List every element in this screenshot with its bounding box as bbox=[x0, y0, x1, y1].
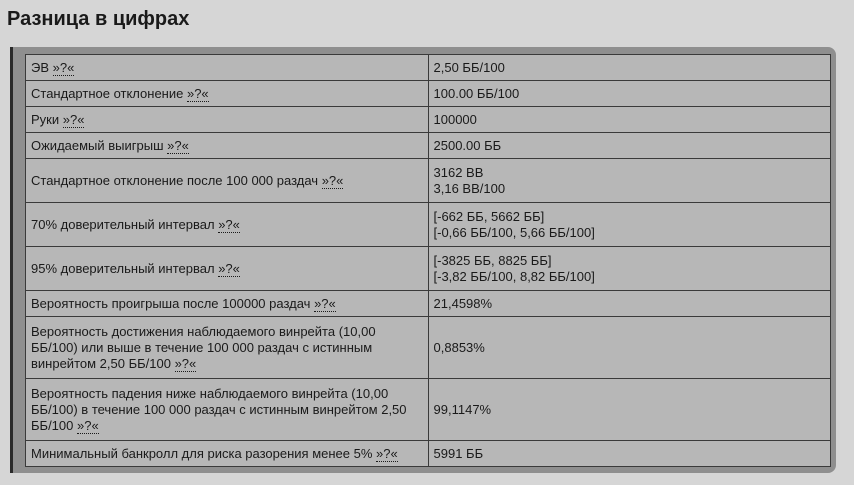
row-label: Вероятность проигрыша после 100000 раздач bbox=[31, 295, 311, 311]
row-label: Руки bbox=[31, 111, 60, 127]
row-label: Стандартное отклонение после 100 000 раздач bbox=[31, 172, 319, 188]
row-value-cell bbox=[428, 81, 830, 107]
table-row bbox=[26, 203, 831, 247]
row-label-cell bbox=[26, 291, 429, 317]
row-label: Ожидаемый выигрыш bbox=[31, 137, 164, 153]
table-row bbox=[26, 247, 831, 291]
row-value: 100.00 ББ/100 bbox=[433, 85, 520, 101]
stats-table-body bbox=[26, 55, 831, 467]
help-link[interactable]: »?« bbox=[314, 295, 336, 311]
row-label: ЭВ bbox=[31, 59, 50, 75]
help-link[interactable]: »?« bbox=[167, 137, 189, 153]
row-label-cell bbox=[26, 81, 429, 107]
row-value: [-0,66 ББ/100, 5,66 ББ/100] bbox=[433, 224, 595, 240]
table-row bbox=[26, 107, 831, 133]
help-link[interactable]: »?« bbox=[52, 59, 75, 75]
row-value: 5991 ББ bbox=[433, 445, 484, 461]
row-value: 100000 bbox=[433, 111, 477, 127]
help-link[interactable]: »?« bbox=[218, 260, 240, 276]
table-row bbox=[26, 379, 831, 441]
row-label: Минимальный банкролл для риска разорения менее 5% bbox=[31, 445, 373, 461]
table-row bbox=[26, 441, 831, 467]
help-link[interactable]: »?« bbox=[174, 355, 197, 371]
stats-table bbox=[25, 54, 831, 467]
help-link[interactable]: »?« bbox=[77, 417, 99, 433]
table-row bbox=[26, 159, 831, 203]
row-value: 21,4598% bbox=[433, 295, 493, 311]
table-row bbox=[26, 133, 831, 159]
row-value: 0,8853% bbox=[433, 339, 485, 355]
row-label-cell bbox=[26, 55, 429, 81]
row-label-cell bbox=[26, 247, 429, 291]
row-label: Вероятность достижения наблюдаемого винрейта (10,00 ББ/100) или выше в течение 100 000 раздач с истинным винрейтом 2,50 ББ/100 bbox=[31, 323, 376, 371]
row-value-cell bbox=[428, 441, 830, 467]
row-label-cell bbox=[26, 159, 429, 203]
row-value-cell bbox=[428, 55, 830, 81]
results-panel bbox=[10, 47, 836, 473]
row-value-cell bbox=[428, 159, 830, 203]
row-label-cell bbox=[26, 203, 429, 247]
row-value: 2,50 ББ/100 bbox=[433, 59, 505, 75]
row-label-cell bbox=[26, 317, 429, 379]
row-value: 99,1147% bbox=[433, 401, 492, 417]
row-value: 2500.00 ББ bbox=[433, 137, 502, 153]
row-label: 95% доверительный интервал bbox=[31, 260, 215, 276]
help-link[interactable]: »?« bbox=[218, 216, 240, 232]
row-label-cell bbox=[26, 107, 429, 133]
help-link[interactable]: »?« bbox=[62, 111, 85, 127]
row-label: Вероятность падения ниже наблюдаемого винрейта (10,00 ББ/100) в течение 100 000 раздач с истинным винрейтом 2,50 ББ/100 bbox=[31, 385, 407, 433]
row-value: 3162 BB bbox=[433, 164, 484, 180]
row-value-cell bbox=[428, 291, 830, 317]
row-label: Стандартное отклонение bbox=[31, 85, 184, 101]
row-label: 70% доверительный интервал bbox=[31, 216, 215, 232]
table-row bbox=[26, 81, 831, 107]
row-label-cell bbox=[26, 379, 429, 441]
row-value-cell bbox=[428, 247, 830, 291]
row-value-cell bbox=[428, 107, 830, 133]
row-value-cell bbox=[428, 133, 830, 159]
row-value: [-3,82 ББ/100, 8,82 ББ/100] bbox=[433, 268, 595, 284]
row-label-cell bbox=[26, 133, 429, 159]
page-title: Разница в цифрах bbox=[7, 8, 190, 30]
row-value-cell bbox=[428, 203, 830, 247]
row-value-cell bbox=[428, 317, 830, 379]
help-link[interactable]: »?« bbox=[376, 445, 398, 461]
table-row bbox=[26, 291, 831, 317]
row-value-cell bbox=[428, 379, 830, 441]
row-label-cell bbox=[26, 441, 429, 467]
table-row bbox=[26, 317, 831, 379]
table-row bbox=[26, 55, 831, 81]
row-value: 3,16 BB/100 bbox=[433, 180, 506, 196]
help-link[interactable]: »?« bbox=[321, 172, 344, 188]
help-link[interactable]: »?« bbox=[186, 85, 209, 101]
row-value: [-662 ББ, 5662 ББ] bbox=[433, 208, 545, 224]
row-value: [-3825 ББ, 8825 ББ] bbox=[433, 252, 552, 268]
